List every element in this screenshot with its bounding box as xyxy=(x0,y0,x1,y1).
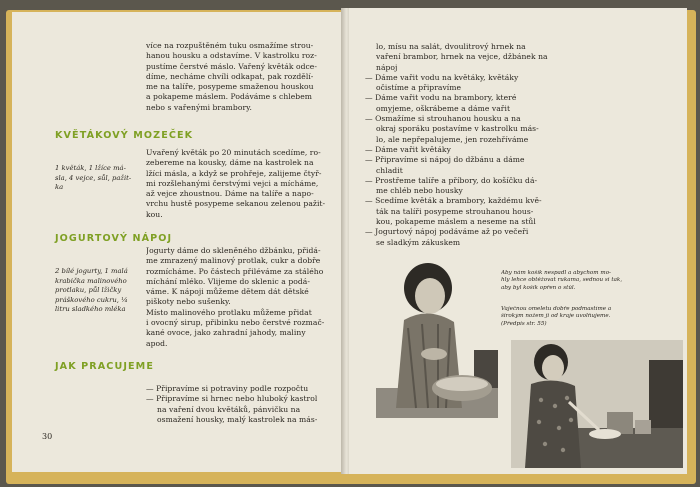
step-line: osmažení housky, malý kastrolek na más- xyxy=(157,414,318,424)
step-line: okraj sporáku postavíme v kastrolku más- xyxy=(376,124,539,134)
step-line: lo, mísu na salát, dvoulitrový hrnek na xyxy=(376,42,526,51)
text-line: Jogurty dáme do skleněného džbánku, přidá- xyxy=(146,246,321,255)
ingredient-line: krabička malinového xyxy=(55,276,127,285)
step-line: — Jogurtový nápoj podáváme až po večeři xyxy=(365,227,529,237)
photo-girl-with-bowl xyxy=(376,258,498,418)
caption-photo-1 xyxy=(501,270,622,292)
step-line: nápoj xyxy=(376,62,398,72)
text-line: hanou housku a odstavíme. V kastrolku roz- xyxy=(146,51,317,61)
work-steps xyxy=(146,384,317,425)
intro-paragraph xyxy=(146,41,317,113)
text-line: mi rozšlehanými čerstvými vejci a mícháme, xyxy=(146,178,319,188)
step-line: se sladkým zákuskem xyxy=(376,237,461,247)
step-line: lo, ale nepřepalujeme, jen rozehříváme xyxy=(376,134,529,144)
text-line: nebo s vařenými brambory. xyxy=(146,102,252,112)
text-line: vrchu hustě posypeme sekanou zelenou pažit- xyxy=(146,199,326,209)
recipe-2-text xyxy=(146,246,324,349)
recipe-1-text xyxy=(146,148,325,220)
caption-line: Aby nám košík nespadl a abychom mo- xyxy=(501,270,611,276)
caption-line: hly lehce obtěžovat rukama, sednou si tak, xyxy=(501,277,623,284)
step-line: — Scedíme květák a brambory, každému kvě- xyxy=(365,196,542,206)
step-line: — Prostřeme talíře a příbory, do košíčku dá- xyxy=(365,175,538,185)
ingredient-line: ka xyxy=(55,183,64,192)
heading-kvetakovy-mozecek: KVĚTÁKOVÝ MOZEČEK xyxy=(55,130,194,141)
step-line: — Připravíme si hrnec nebo hluboký kastrol xyxy=(146,394,318,404)
text-line: pustíme čerstvé máslo. Vařený květák odce- xyxy=(146,61,317,71)
step-line: — Dáme vařit vodu na brambory, které xyxy=(365,93,517,103)
text-line: a pokapeme máslem. Podáváme s chlebem xyxy=(146,92,313,102)
photo-girl-at-stove xyxy=(511,340,683,468)
text-line: apod. xyxy=(146,338,168,348)
ingredient-line: sla, 4 vejce, sůl, pažit- xyxy=(55,173,132,182)
left-page xyxy=(12,12,345,472)
text-line: více na rozpuštěném tuku osmažíme strou- xyxy=(146,41,314,50)
step-line: chladit xyxy=(376,165,403,175)
text-line: lžíci másla, a když se prohřeje, zalijeme čtyř- xyxy=(146,168,322,178)
heading-jak-pracujeme: JAK PRACUJEME xyxy=(55,361,154,372)
caption-line: širokým nožem ji od kraje uvolňujeme. xyxy=(501,313,611,320)
step-line: — Dáme vařit vodu na květáky, květáky xyxy=(365,72,519,82)
text-line: váme. K nápoji můžeme dětem dát dětské xyxy=(146,287,309,297)
ingredients-2 xyxy=(55,267,128,315)
ingredient-line: 2 bílé jogurty, 1 malá xyxy=(55,267,128,275)
text-line: kou. xyxy=(146,209,163,219)
step-line: ták na talíři posypeme strouhanou hous- xyxy=(376,206,534,216)
step-line: vaření brambor, hrnek na vejce, džbánek na xyxy=(376,52,548,62)
right-page xyxy=(349,8,687,474)
caption-photo-2 xyxy=(501,306,611,328)
caption-line: (Předpis str. 55) xyxy=(501,320,547,327)
step-line: na vaření dvou květáků, pánvičku na xyxy=(157,404,301,414)
step-line: očistíme a připravíme xyxy=(376,83,462,93)
step-line: omyjeme, oškrábeme a dáme vařit xyxy=(376,103,511,113)
work-steps-continued xyxy=(365,42,548,248)
ingredient-line: práškového cukru, ¼ xyxy=(55,295,128,304)
ingredient-line: protlaku, půl lžičky xyxy=(55,286,122,295)
page-number: 30 xyxy=(42,432,53,441)
text-line: me zmrazený malinový protlak, cukr a dobře xyxy=(146,256,321,266)
caption-line: aby byl košík opřen o stůl. xyxy=(501,284,576,291)
text-line: Uvařený květák po 20 minutách scedíme, ro- xyxy=(146,148,321,157)
text-line: kané ovoce, jako zahradní jahody, maliny xyxy=(146,328,306,338)
step-line: — Osmažíme si strouhanou housku a na xyxy=(365,114,521,124)
step-line: kou, pokapeme máslem a neseme na stůl xyxy=(376,217,536,227)
step-line: — Připravíme si nápoj do džbánu a dáme xyxy=(365,155,525,165)
text-line: díme, necháme chvíli odkapat, pak rozdělí- xyxy=(146,71,314,81)
text-line: míchání mléko. Vlijeme do sklenic a podá- xyxy=(146,276,310,286)
text-line: zebereme na kousky, dáme na kastrolek na xyxy=(146,158,314,168)
ingredient-line: litru sladkého mléka xyxy=(55,305,126,314)
heading-jogurtovy-napoj: JOGURTOVÝ NÁPOJ xyxy=(55,233,173,244)
text-line: rozmícháme. Po částech přiléváme za stálého xyxy=(146,266,324,276)
caption-line: Vaječnou omeletu dobře podmastíme a xyxy=(501,306,612,312)
text-line: Místo malinového protlaku můžeme přidat xyxy=(146,307,312,317)
text-line: až vejce zhoustnou. Dáme na talíře a napo- xyxy=(146,189,314,199)
text-line: i ovocný sirup, přibinku nebo čerstvé rozmač- xyxy=(146,318,325,328)
text-line: piškoty nebo sušenky. xyxy=(146,297,231,307)
step-line: me chléb nebo housky xyxy=(376,186,463,196)
step-line: — Dáme vařit květáky xyxy=(365,144,451,154)
step-line: — Připravíme si potraviny podle rozpočtu xyxy=(146,384,309,393)
ingredients-1 xyxy=(55,164,131,193)
text-line: me na talíře, posypeme smaženou houskou xyxy=(146,82,314,92)
ingredient-line: 1 květák, 1 lžíce má- xyxy=(55,164,126,172)
